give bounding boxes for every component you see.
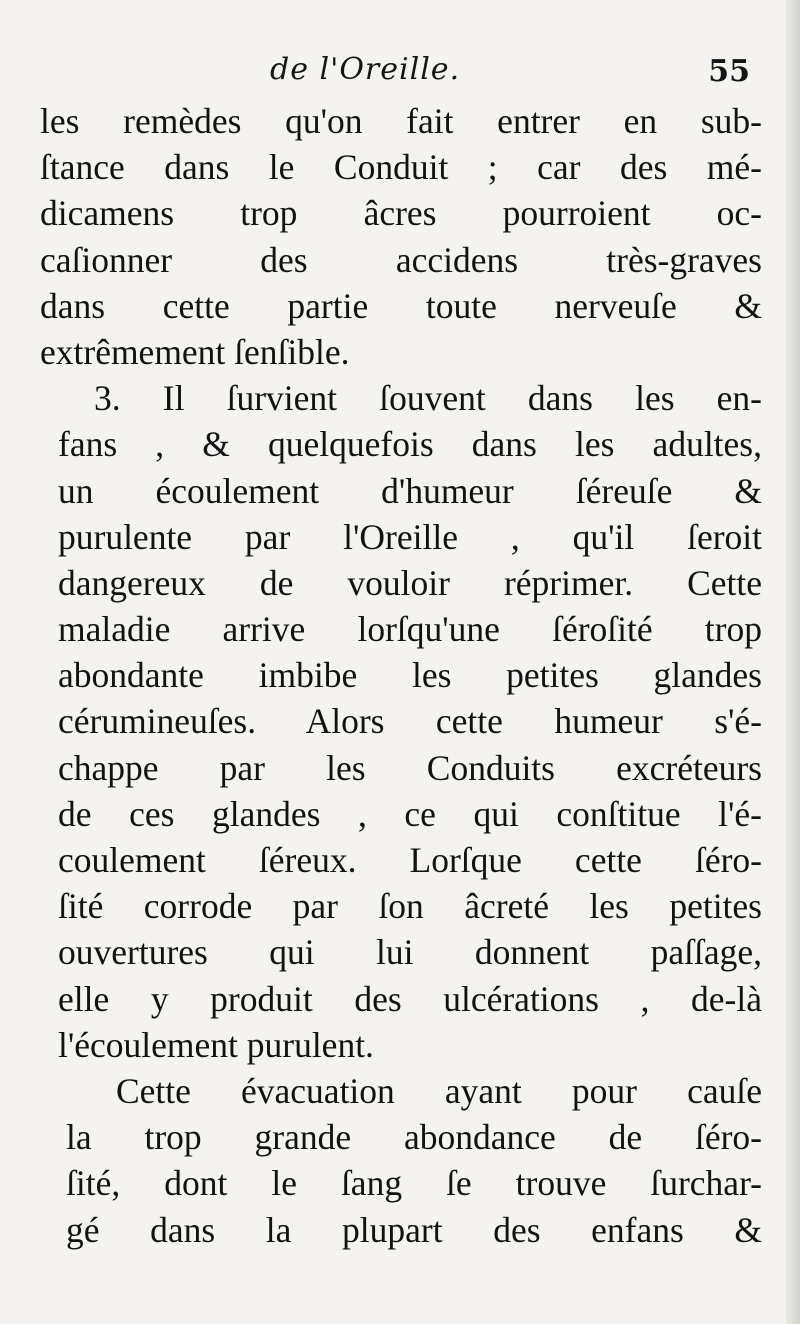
text-line: caſionner des accidens très-graves xyxy=(40,239,762,280)
text-line: ſité, dont le ſang ſe trouve ſurchar- xyxy=(66,1163,762,1204)
text-line: la trop grande abondance de ſéro- xyxy=(66,1117,762,1158)
text-line: ouvertures qui lui donnent paſſage, xyxy=(58,932,762,973)
text-line: un écoulement d'humeur ſéreuſe & xyxy=(58,470,762,511)
text-line: dans cette partie toute nerveuſe & xyxy=(40,285,762,326)
text-line: abondante imbibe les petites glandes xyxy=(58,655,762,696)
text-line: purulente par l'Oreille , qu'il ſeroit xyxy=(58,516,762,557)
text-line: chappe par les Conduits excréteurs xyxy=(58,747,762,788)
text-line: ſité corrode par ſon âcreté les petites xyxy=(58,886,762,927)
paragraph-start-line: 3. Il ſurvient ſouvent dans les en- xyxy=(94,378,762,419)
text-line: ſtance dans le Conduit ; car des mé- xyxy=(40,147,762,188)
text-line: cérumineuſes. Alors cette humeur s'é- xyxy=(58,701,762,742)
page-header xyxy=(40,52,760,92)
text-line: les remèdes qu'on fait entrer en sub- xyxy=(40,101,762,141)
text-line: gé dans la plupart des enfans & xyxy=(66,1209,762,1250)
running-title: de l'Oreille. xyxy=(270,52,461,87)
text-line: elle y produit des ulcérations , de-là xyxy=(58,978,762,1019)
text-line: maladie arrive lorſqu'une ſéroſité trop xyxy=(58,609,762,650)
text-line: fans , & quelquefois dans les adultes, xyxy=(58,424,762,465)
text-line: dicamens trop âcres pourroient oc- xyxy=(40,193,762,234)
page-edge-shadow xyxy=(786,0,800,1324)
text-line: dangereux de vouloir réprimer. Cette xyxy=(58,562,762,603)
text-line: coulement ſéreux. Lorſque cette ſéro- xyxy=(58,840,762,880)
text-line: extrêmement ſenſible. xyxy=(40,331,350,372)
text-line: de ces glandes , ce qui conſtitue l'é- xyxy=(58,793,762,834)
paragraph-start-line: Cette évacuation ayant pour cauſe xyxy=(116,1070,762,1111)
text-line: l'écoulement purulent. xyxy=(58,1024,374,1065)
page-number: 55 xyxy=(708,54,750,89)
body-text xyxy=(40,98,762,1253)
